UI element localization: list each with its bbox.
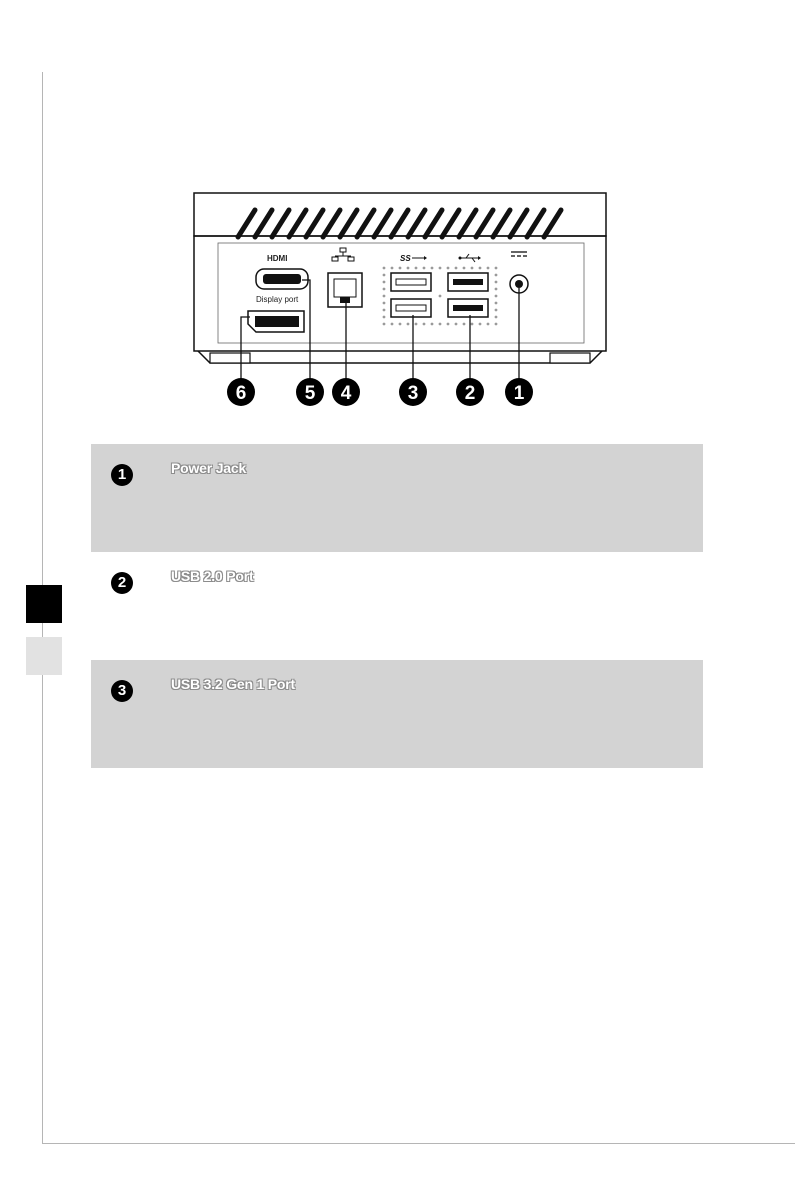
svg-text:SS: SS	[400, 254, 411, 263]
svg-text:1: 1	[513, 383, 525, 404]
spec-row-power-jack	[91, 444, 703, 552]
page-frame-bottom	[42, 1143, 795, 1144]
usb3-icon	[400, 254, 427, 263]
svg-text:4: 4	[340, 383, 352, 404]
chapter-tab-inactive	[26, 637, 62, 675]
usb3-ports	[391, 273, 431, 317]
rear-panel-diagram	[180, 185, 620, 415]
dc-power-icon	[511, 252, 527, 256]
hdmi-label: HDMI	[267, 254, 288, 263]
displayport-label: Display port	[256, 295, 299, 304]
spec-title: USB 3.2 Gen 1 Port	[171, 676, 295, 692]
spec-title: Power Jack	[171, 460, 247, 476]
spec-number-badge: 2	[111, 572, 133, 594]
spec-row-usb2	[91, 552, 703, 660]
usb2-icon	[459, 254, 482, 262]
svg-text:3: 3	[407, 383, 419, 404]
svg-text:2: 2	[464, 383, 476, 404]
svg-text:5: 5	[304, 383, 316, 404]
spec-row-usb3	[91, 660, 703, 768]
usb2-ports	[448, 273, 488, 317]
chapter-tab-active	[26, 585, 62, 623]
lan-icon	[332, 248, 354, 261]
vent-slots	[238, 210, 561, 237]
spec-number-badge: 3	[111, 680, 133, 702]
svg-text:6: 6	[235, 383, 247, 404]
spec-number-badge: 1	[111, 464, 133, 486]
spec-title: USB 2.0 Port	[171, 568, 254, 584]
